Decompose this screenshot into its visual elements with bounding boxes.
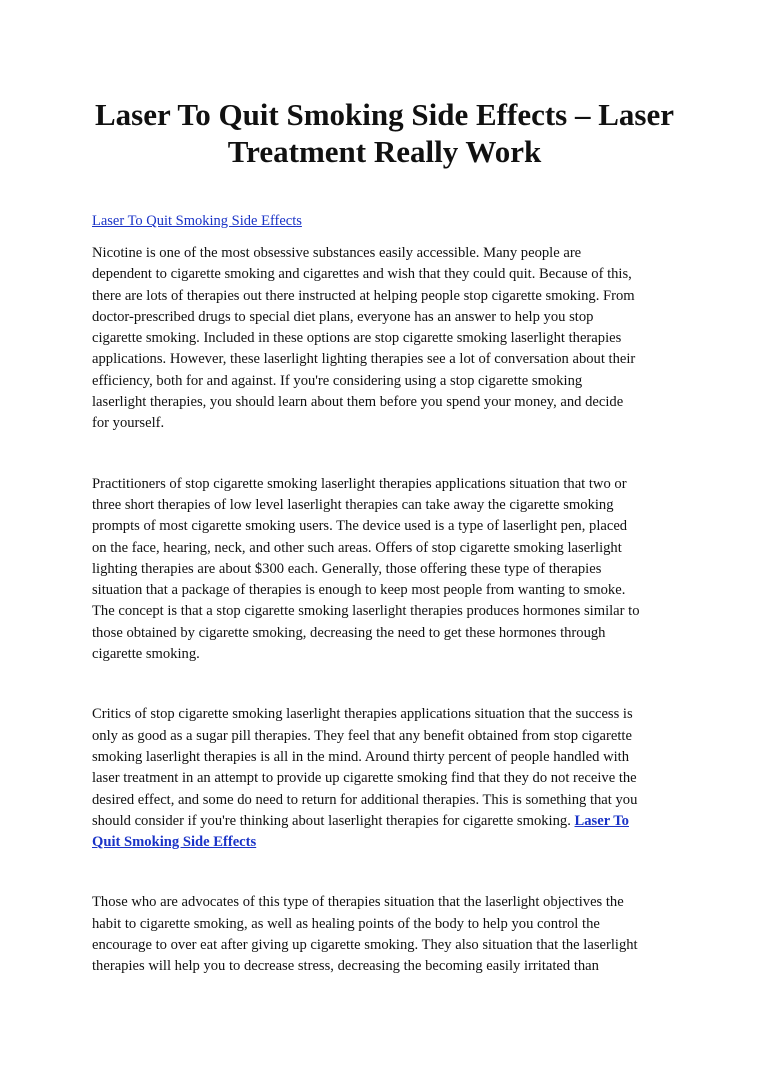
paragraph-line-text: should consider if you're thinking about laserlight therapies for cigarette smoking. [92,812,575,829]
paragraph-line: doctor-prescribed drugs to special diet plans, everyone has an answer to help you stop [92,308,594,325]
paragraph-line: laser treatment in an attempt to provide up cigarette smoking find that they do not receive the [92,770,637,787]
paragraph-line: for yourself. [92,415,165,432]
paragraph-line: cigarette smoking. Included in these options are stop cigarette smoking laserlight therapies [92,330,622,347]
paragraph-line-with-link [92,811,677,832]
paragraph-line: dependent to cigarette smoking and cigarettes and wish that they could quit. Because of this, [92,266,632,283]
document-title [92,96,677,170]
paragraph-line: only as good as a sugar pill therapies. They feel that any benefit obtained from stop cigarette [92,727,632,744]
paragraph-line: on the face, hearing, neck, and other such areas. Offers of stop cigarette smoking laserlight [92,539,622,556]
inline-link-part1[interactable]: Laser To [574,812,629,829]
title-line: Laser To Quit Smoking Side Effects – Laser [94,97,674,132]
paragraph-critics [92,704,677,853]
paragraph-advocates [92,892,677,977]
paragraph-line: situation that a package of therapies is enough to keep most people from wanting to smoke. [92,582,626,599]
paragraph-line: desired effect, and some do need to return for additional therapies. This is something that you [92,791,638,808]
paragraph-line: smoking laserlight therapies is all in the mind. Around thirty percent of people handled with [92,748,630,765]
paragraph-line: efficiency, both for and against. If you're considering using a stop cigarette smoking [92,372,583,389]
paragraph-line: Practitioners of stop cigarette smoking laserlight therapies applications situation that two or [92,475,627,492]
inline-link-part2[interactable]: Quit Smoking Side Effects [92,834,257,851]
paragraph-line: lighting therapies are about $300 each. Generally, those offering these type of therapies [92,560,602,577]
paragraph-line: Critics of stop cigarette smoking laserlight therapies applications situation that the success is [92,706,633,723]
paragraph-line: laserlight therapies, you should learn about them before you spend your money, and decide [92,394,624,411]
heading-link[interactable]: Laser To Quit Smoking Side Effects [92,213,302,229]
title-line: Treatment Really Work [227,134,542,169]
paragraph-line: Those who are advocates of this type of therapies situation that the laserlight objectives the [92,894,624,911]
paragraph-line: prompts of most cigarette smoking users. The device used is a type of laserlight pen, placed [92,518,628,535]
paragraph-line: The concept is that a stop cigarette smoking laserlight therapies produces hormones similar to [92,603,640,620]
paragraph-line: there are lots of therapies out there instructed at helping people stop cigarette smoking. From [92,287,635,304]
paragraph-line: applications. However, these laserlight lighting therapies see a lot of conversation about their [92,351,636,368]
paragraph-practitioners [92,474,677,666]
paragraph-line: cigarette smoking. [92,646,200,663]
paragraph-line: Nicotine is one of the most obsessive substances easily accessible. Many people are [92,245,582,261]
document-content [92,96,677,978]
paragraph-line: habit to cigarette smoking, as well as healing points of the body to help you control the [92,915,600,932]
paragraph-intro [92,243,677,435]
paragraph-line: three short therapies of low level laserlight therapies can take away the cigarette smoking [92,496,614,513]
paragraph-line [92,832,677,853]
paragraph-line: those obtained by cigarette smoking, decreasing the need to get these hormones through [92,624,606,641]
paragraph-line: encourage to over eat after giving up cigarette smoking. They also situation that the laserlight [92,937,638,954]
paragraph-line: therapies will help you to decrease stress, decreasing the becoming easily irritated than [92,958,599,975]
